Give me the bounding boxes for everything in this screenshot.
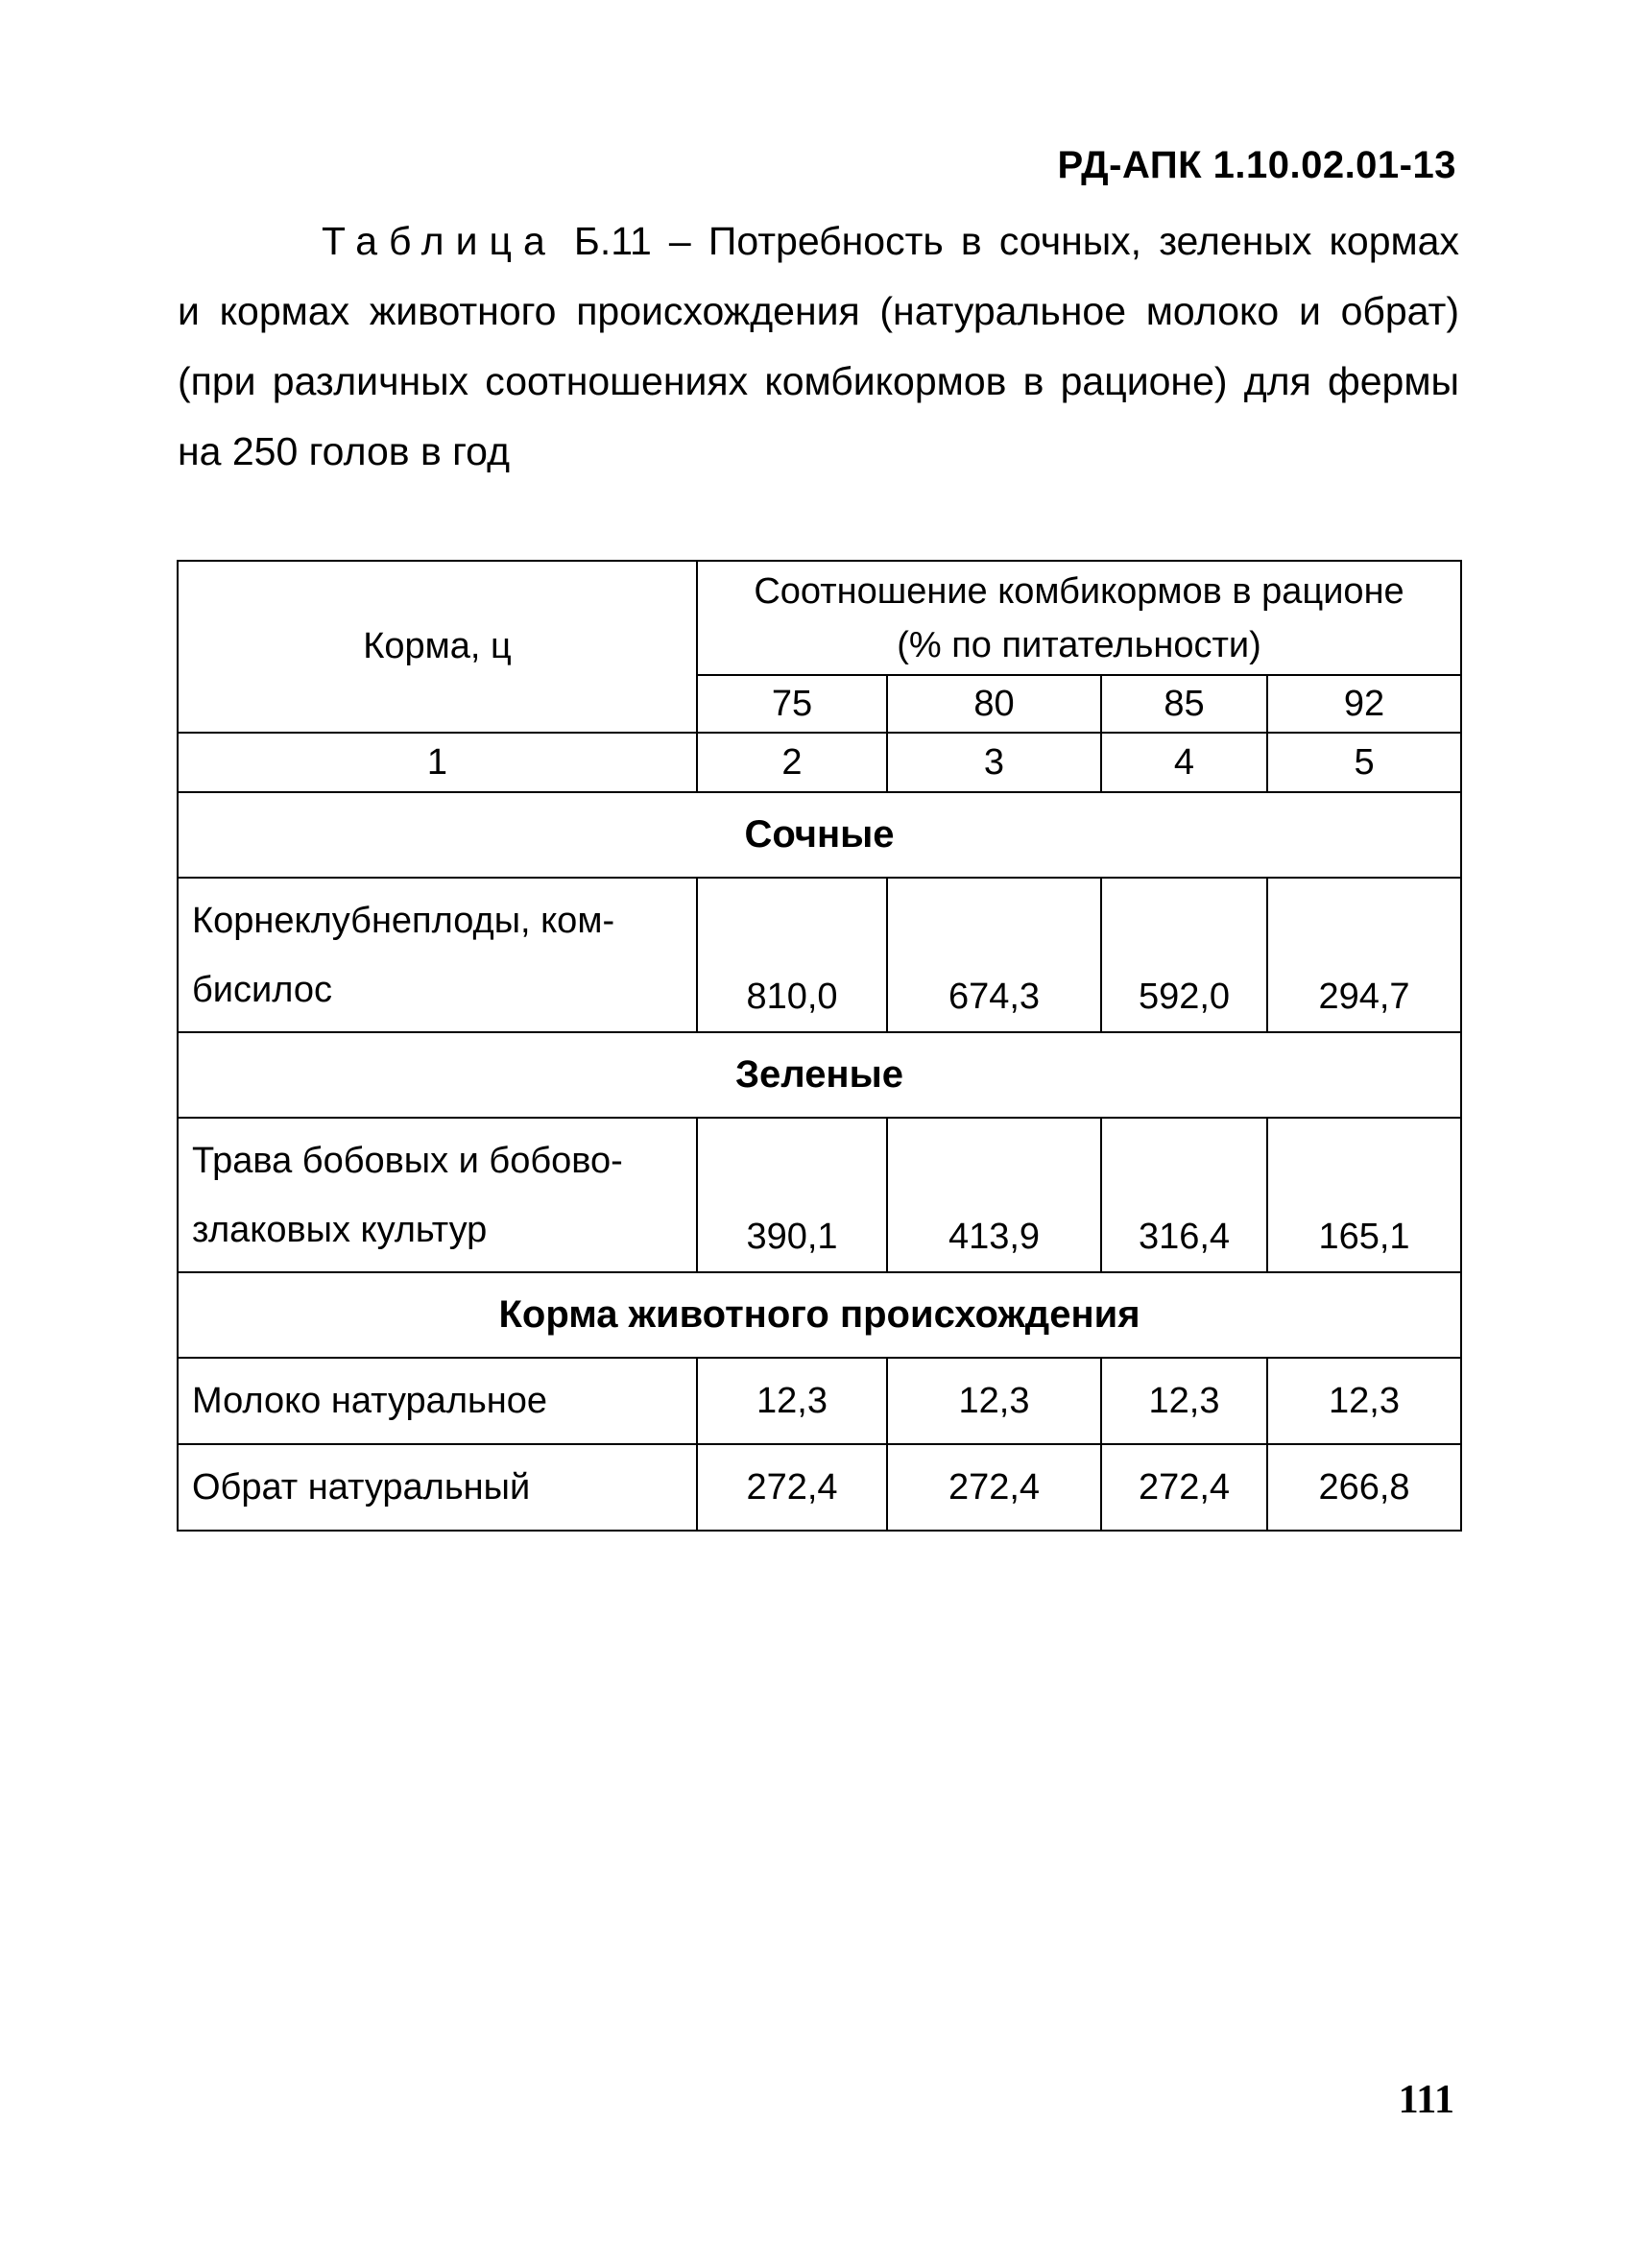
cell-value: 165,1 [1267,1118,1461,1272]
ratio-header-line-2: (% по питательности) [897,624,1261,665]
document-code: РД-АПК 1.10.02.01-13 [1057,144,1456,186]
cell-value: 390,1 [697,1118,887,1272]
section-header-row [178,792,1461,878]
feed-column-header: Корма, ц [178,561,697,733]
header-row [178,561,1461,675]
table-row [178,878,1461,1032]
ratio-92: 92 [1267,675,1461,733]
row-label: Молоко натуральное [178,1358,697,1444]
caption-label: Таблица [322,219,557,263]
caption-line-2: и кормах животного происхождения (натуральное молоко и обрат) [178,289,1459,333]
cell-value: 592,0 [1101,878,1267,1032]
caption-line-1 [178,206,1459,277]
column-number: 3 [887,733,1101,792]
section-title-green: Зеленые [178,1032,1461,1118]
caption-title-start: Б.11 – Потребность в сочных, зеленых кормах [573,219,1459,263]
column-number: 2 [697,733,887,792]
cell-value: 810,0 [697,878,887,1032]
ratio-75: 75 [697,675,887,733]
row-label: Корнеклубнеплоды, ком- бисилос [178,878,697,1032]
row-label: Трава бобовых и бобово- злаковых культур [178,1118,697,1272]
cell-value: 272,4 [887,1444,1101,1531]
column-number: 1 [178,733,697,792]
feed-requirements-table [177,560,1462,1532]
caption-line-3: (при различных соотношениях комбикормов в рационе) для фермы [178,359,1459,403]
table-row [178,1358,1461,1444]
page-number: 111 [1398,2078,1454,2122]
cell-value: 294,7 [1267,878,1461,1032]
table-row [178,1444,1461,1531]
cell-value: 316,4 [1101,1118,1267,1272]
cell-value: 12,3 [1267,1358,1461,1444]
column-number: 5 [1267,733,1461,792]
section-title-succulent: Сочные [178,792,1461,878]
ratio-80: 80 [887,675,1101,733]
cell-value: 674,3 [887,878,1101,1032]
cell-value: 12,3 [887,1358,1101,1444]
table-row [178,1118,1461,1272]
cell-value: 272,4 [697,1444,887,1531]
ratio-group-header [697,561,1461,675]
table-caption [178,206,1459,487]
column-numbers-row [178,733,1461,792]
section-header-row [178,1272,1461,1358]
section-title-animal-origin: Корма животного происхождения [178,1272,1461,1358]
cell-value: 12,3 [1101,1358,1267,1444]
ratio-header-line-1: Соотношение комбикормов в рационе [754,570,1404,612]
cell-value: 12,3 [697,1358,887,1444]
column-number: 4 [1101,733,1267,792]
cell-value: 266,8 [1267,1444,1461,1531]
section-header-row [178,1032,1461,1118]
cell-value: 413,9 [887,1118,1101,1272]
ratio-85: 85 [1101,675,1267,733]
caption-line-4: на 250 голов в год [178,429,510,473]
cell-value: 272,4 [1101,1444,1267,1531]
row-label: Обрат натуральный [178,1444,697,1531]
